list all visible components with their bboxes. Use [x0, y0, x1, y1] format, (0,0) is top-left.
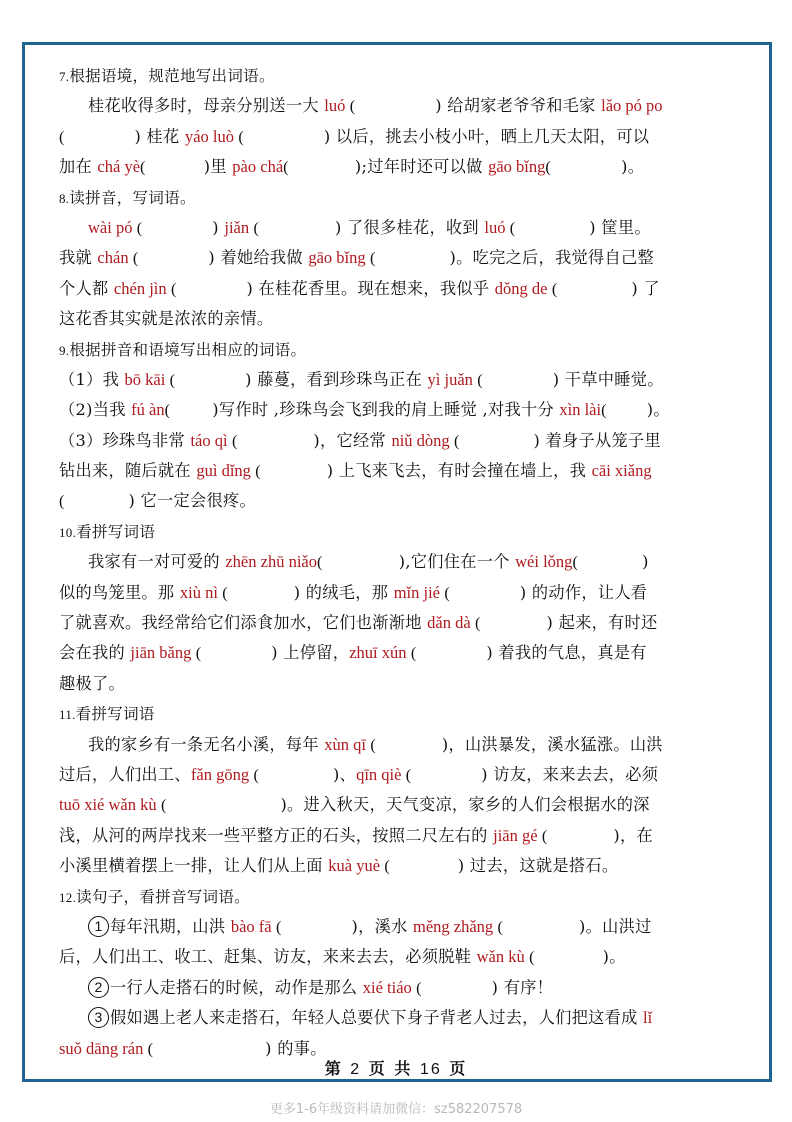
sentence-text: )写作时 ,珍珠鸟会飞到我的肩上睡觉 ,对我十分	[212, 400, 560, 420]
sentence-text: ) 的绒毛，那	[288, 582, 394, 602]
answer-open-paren: (	[449, 431, 465, 450]
answer-open-paren: (	[317, 553, 323, 572]
sentence-text: )	[206, 217, 225, 237]
pinyin-prompt: suǒ dāng rán	[59, 1038, 144, 1058]
pinyin-prompt: gāo bǐng	[308, 248, 366, 268]
answer-open-paren: (	[165, 370, 180, 389]
pinyin-prompt: kuà yuè	[328, 856, 381, 876]
sentence-text: ) 在桂花香里。现在想来，我似乎	[241, 278, 495, 298]
pinyin-prompt: pào chá	[232, 157, 284, 177]
question-number: 12.	[59, 889, 77, 905]
pinyin-prompt: lǐ	[643, 1008, 653, 1028]
page-label-mid: 页 共	[368, 1059, 413, 1078]
sentence-text: );过年时还可以做	[354, 157, 489, 177]
text-line	[59, 669, 749, 699]
text-line	[59, 790, 749, 820]
sentence-text: )。	[621, 157, 645, 177]
sentence-text: 后，人们出工、收工、赶集、访友，来来去去，必须脱鞋	[59, 947, 477, 967]
pinyin-prompt: gāo bǐng	[488, 157, 546, 177]
sentence-text: ) 干草中睡觉。	[547, 369, 664, 389]
sentence-text: ) 访友，来来去去，必须	[475, 764, 659, 784]
pinyin-prompt: bào fā	[230, 916, 272, 936]
text-line	[59, 608, 749, 638]
pinyin-prompt: měng zhǎng	[413, 916, 494, 936]
sentence-text: )，在	[607, 825, 654, 845]
sentence-text: 我的家乡有一条无名小溪，每年	[88, 734, 325, 754]
pinyin-prompt: chén jìn	[113, 278, 167, 298]
answer-open-paren: (	[505, 218, 520, 237]
sentence-text: )。山洪过	[573, 916, 652, 936]
answer-open-paren: (	[547, 279, 562, 298]
sentence-text: )、	[327, 764, 357, 784]
pinyin-prompt: jiān bǎng	[130, 643, 192, 663]
answer-open-paren: (	[401, 765, 416, 784]
pinyin-prompt: táo qì	[190, 430, 228, 450]
answer-open-paren: (	[283, 158, 289, 177]
answer-open-paren: (	[537, 826, 552, 845]
question-title	[59, 517, 749, 547]
pinyin-prompt: tuō xié wǎn kù	[59, 795, 157, 815]
sentence-text: 每年汛期，山洪	[110, 916, 231, 936]
text-line	[59, 213, 749, 243]
answer-open-paren: (	[406, 644, 421, 663]
sentence-text: ) 着她给我做	[202, 248, 309, 268]
question-instruction: 看拼写词语	[75, 705, 155, 724]
answer-open-paren: (	[493, 917, 508, 936]
answer-open-paren: (	[143, 1039, 158, 1058]
sentence-text: ) 起来，有时还	[541, 613, 658, 633]
sentence-text: ) 有序！	[486, 977, 554, 997]
page-label-pre: 第	[324, 1059, 343, 1078]
sentence-text: 这花香其实就是浓浓的亲情。	[59, 309, 274, 329]
sentence-text: ) 它一定会很疼。	[123, 491, 256, 511]
answer-open-paren: (	[472, 370, 488, 389]
sentence-text: 浅，从河的两岸找来一些平整方正的石头，按照二尺左右的	[59, 825, 494, 845]
page-total: 16	[419, 1061, 442, 1078]
sentence-text: )，溪水	[346, 916, 413, 936]
worksheet-content	[59, 61, 749, 1064]
answer-open-paren: (	[545, 158, 552, 177]
sentence-text: ) 的事。	[259, 1038, 327, 1058]
sentence-text: )里	[203, 157, 233, 177]
question-instruction: 读句子，看拼音写词语。	[76, 887, 250, 906]
question-number: 9.	[59, 342, 70, 358]
sentence-text: （1）我	[59, 369, 125, 389]
question-title	[59, 882, 749, 912]
sentence-text: )。吃完之后，我觉得自己整	[444, 248, 654, 268]
pinyin-prompt: dǎn dà	[427, 613, 471, 633]
pinyin-prompt: zhuī xún	[349, 643, 407, 663]
pinyin-prompt: jiān gé	[493, 825, 538, 845]
answer-open-paren: (	[380, 857, 395, 876]
pinyin-prompt: xié tiáo	[362, 977, 412, 997]
sentence-text: 趣极了。	[59, 673, 125, 693]
answer-open-paren: (	[524, 948, 540, 967]
pinyin-prompt: wǎn kù	[476, 947, 525, 967]
pinyin-prompt: niǔ dòng	[391, 430, 450, 450]
sentence-text: ) 着我的气息，真是有	[480, 643, 647, 663]
pinyin-prompt: xìn lài	[559, 400, 602, 420]
answer-open-paren: (	[250, 462, 266, 481]
circled-number-icon: 3	[88, 1007, 109, 1028]
sentence-text: )。	[597, 947, 626, 967]
sentence-text: ) 过去，这就是搭石。	[452, 856, 619, 876]
answer-open-paren: (	[59, 492, 70, 511]
sentence-text: 我就	[59, 248, 98, 268]
answer-open-paren: (	[572, 553, 579, 572]
answer-open-paren: (	[140, 158, 146, 177]
sentence-text: （3）珍珠鸟非常	[59, 430, 191, 450]
answer-open-paren: (	[411, 978, 427, 997]
page-current: 2	[350, 1061, 362, 1078]
pinyin-prompt: fǎn gōng	[190, 764, 250, 784]
answer-open-paren: (	[345, 97, 360, 116]
pinyin-prompt: wài pó	[88, 217, 133, 237]
sentence-text: 我家有一对可爱的	[88, 552, 226, 572]
answer-open-paren: (	[166, 279, 182, 298]
pinyin-prompt: qīn qiè	[356, 764, 402, 784]
answer-open-paren: (	[249, 218, 264, 237]
text-line	[59, 274, 749, 304]
answer-open-paren: (	[234, 127, 249, 146]
text-line	[59, 304, 749, 334]
sentence-text: )	[642, 552, 649, 572]
watermark: 更多1-6年级资料请加微信：sz582207578	[269, 1102, 523, 1117]
pinyin-prompt: mǐn jié	[393, 582, 440, 602]
sentence-text: )。	[646, 400, 670, 420]
sentence-text: ) 上停留，	[265, 643, 350, 663]
question-title	[59, 183, 749, 213]
sentence-text: 钻出来，随后就在	[59, 461, 197, 481]
pinyin-prompt: guì dǐng	[196, 461, 251, 481]
text-line	[59, 456, 749, 486]
answer-open-paren: (	[227, 431, 242, 450]
circled-number-icon: 1	[88, 916, 109, 937]
page-frame	[22, 42, 772, 1082]
text-line	[59, 243, 749, 273]
question-instruction: 根据语境，规范地写出词语。	[69, 67, 275, 85]
sentence-text: ) 上飞来飞去，有时会撞在墙上，我	[321, 461, 592, 481]
text-line	[59, 426, 749, 456]
sentence-text: 过后，人们出工、	[59, 764, 191, 784]
answer-open-paren: (	[470, 614, 486, 633]
answer-open-paren: (	[439, 583, 455, 602]
text-line	[59, 973, 749, 1003]
text-line	[59, 821, 749, 851]
sentence-text: ) 的动作，让人看	[514, 582, 648, 602]
sentence-text: ) 藤蔓，看到珍珠鸟正在	[239, 369, 428, 389]
sentence-text: 加在	[59, 157, 98, 177]
sentence-text: 假如遇上老人来走搭石，年轻人总要伏下身子背老人过去，人们把这看成	[110, 1008, 644, 1028]
pinyin-prompt: chá yè	[97, 157, 141, 177]
text-line	[59, 122, 749, 152]
circled-number-icon: 2	[88, 977, 109, 998]
question-title	[59, 335, 749, 365]
pinyin-prompt: jiǎn	[224, 217, 250, 237]
answer-open-paren: (	[271, 917, 287, 936]
text-line	[59, 638, 749, 668]
question-title	[59, 699, 749, 729]
sentence-text: 似的鸟笼里。那	[59, 582, 180, 602]
text-line	[59, 912, 749, 942]
pinyin-prompt: chán	[97, 248, 129, 268]
answer-open-paren: (	[366, 735, 381, 754]
answer-open-paren: (	[164, 401, 171, 420]
text-line	[59, 942, 749, 972]
answer-open-paren: (	[191, 644, 206, 663]
answer-open-paren: (	[156, 796, 171, 815]
sentence-text: ) 桂花	[129, 126, 185, 146]
pinyin-prompt: bō kāi	[124, 369, 166, 389]
pinyin-prompt: fú àn	[131, 400, 165, 420]
page-label-post: 页	[449, 1059, 468, 1078]
pinyin-prompt: yì juǎn	[427, 369, 473, 389]
text-line	[59, 91, 749, 121]
sentence-text: 桂花收得多时，母亲分别送一大	[88, 96, 325, 116]
sentence-text: )，山洪暴发，溪水猛涨。山洪	[436, 734, 663, 754]
pinyin-prompt: zhēn zhū niǎo	[225, 552, 317, 572]
answer-open-paren: (	[128, 249, 143, 268]
page-number	[0, 1056, 792, 1079]
question-number: 11.	[59, 707, 76, 723]
question-number: 8.	[59, 190, 70, 206]
sentence-text: 小溪里横着摆上一排，让人们从上面	[59, 856, 329, 876]
answer-open-paren: (	[59, 127, 70, 146]
pinyin-prompt: yáo luò	[184, 126, 235, 146]
text-line	[59, 365, 749, 395]
answer-open-paren: (	[132, 218, 147, 237]
sentence-text: ),它们住在一个	[398, 552, 516, 572]
sentence-text: ) 以后，挑去小枝小叶，晒上几天太阳，可以	[318, 126, 650, 146]
question-number: 7.	[59, 69, 70, 84]
answer-open-paren: (	[249, 765, 264, 784]
sentence-text: 一行人走搭石的时候，动作是那么	[110, 977, 363, 997]
text-line	[59, 486, 749, 516]
pinyin-prompt: cāi xiǎng	[591, 461, 652, 481]
question-title	[59, 61, 749, 91]
text-line	[59, 152, 749, 182]
sentence-text: )。进入秋天，天气变凉，家乡的人们会根据水的深	[275, 795, 650, 815]
text-line	[59, 395, 749, 425]
question-number: 10.	[59, 524, 77, 540]
sentence-text: 个人都	[59, 278, 114, 298]
sentence-text: （2)当我	[59, 400, 132, 420]
text-line	[59, 1003, 749, 1033]
sentence-text: 会在我的	[59, 643, 131, 663]
sentence-text: ) 着身子从笼子里	[528, 430, 661, 450]
answer-open-paren: (	[217, 583, 233, 602]
pinyin-prompt: xiù nì	[179, 582, 218, 602]
sentence-text: 了就喜欢。我经常给它们添食加水，它们也渐渐地	[59, 613, 428, 633]
sentence-text: ) 了很多桂花，收到	[329, 217, 485, 237]
text-line	[59, 760, 749, 790]
sentence-text: ) 给胡家老爷爷和毛家	[429, 96, 602, 116]
text-line	[59, 578, 749, 608]
question-instruction: 根据拼音和语境写出相应的词语。	[69, 340, 307, 359]
question-instruction: 看拼写词语	[76, 522, 156, 541]
pinyin-prompt: xùn qī	[324, 734, 366, 754]
text-line	[59, 851, 749, 881]
answer-open-paren: (	[601, 401, 607, 420]
question-instruction: 读拼音，写词语。	[69, 188, 196, 207]
sentence-text: ) 筐里。	[583, 217, 651, 237]
pinyin-prompt: lǎo pó po	[601, 96, 663, 116]
text-line	[59, 547, 749, 577]
pinyin-prompt: luó	[324, 96, 346, 116]
answer-open-paren: (	[365, 249, 381, 268]
pinyin-prompt: wéi lǒng	[515, 552, 573, 572]
pinyin-prompt: dǒng de	[494, 278, 548, 298]
sentence-text: ) 了	[625, 278, 660, 298]
text-line	[59, 730, 749, 760]
pinyin-prompt: luó	[484, 217, 506, 237]
sentence-text: )，它经常	[307, 430, 392, 450]
